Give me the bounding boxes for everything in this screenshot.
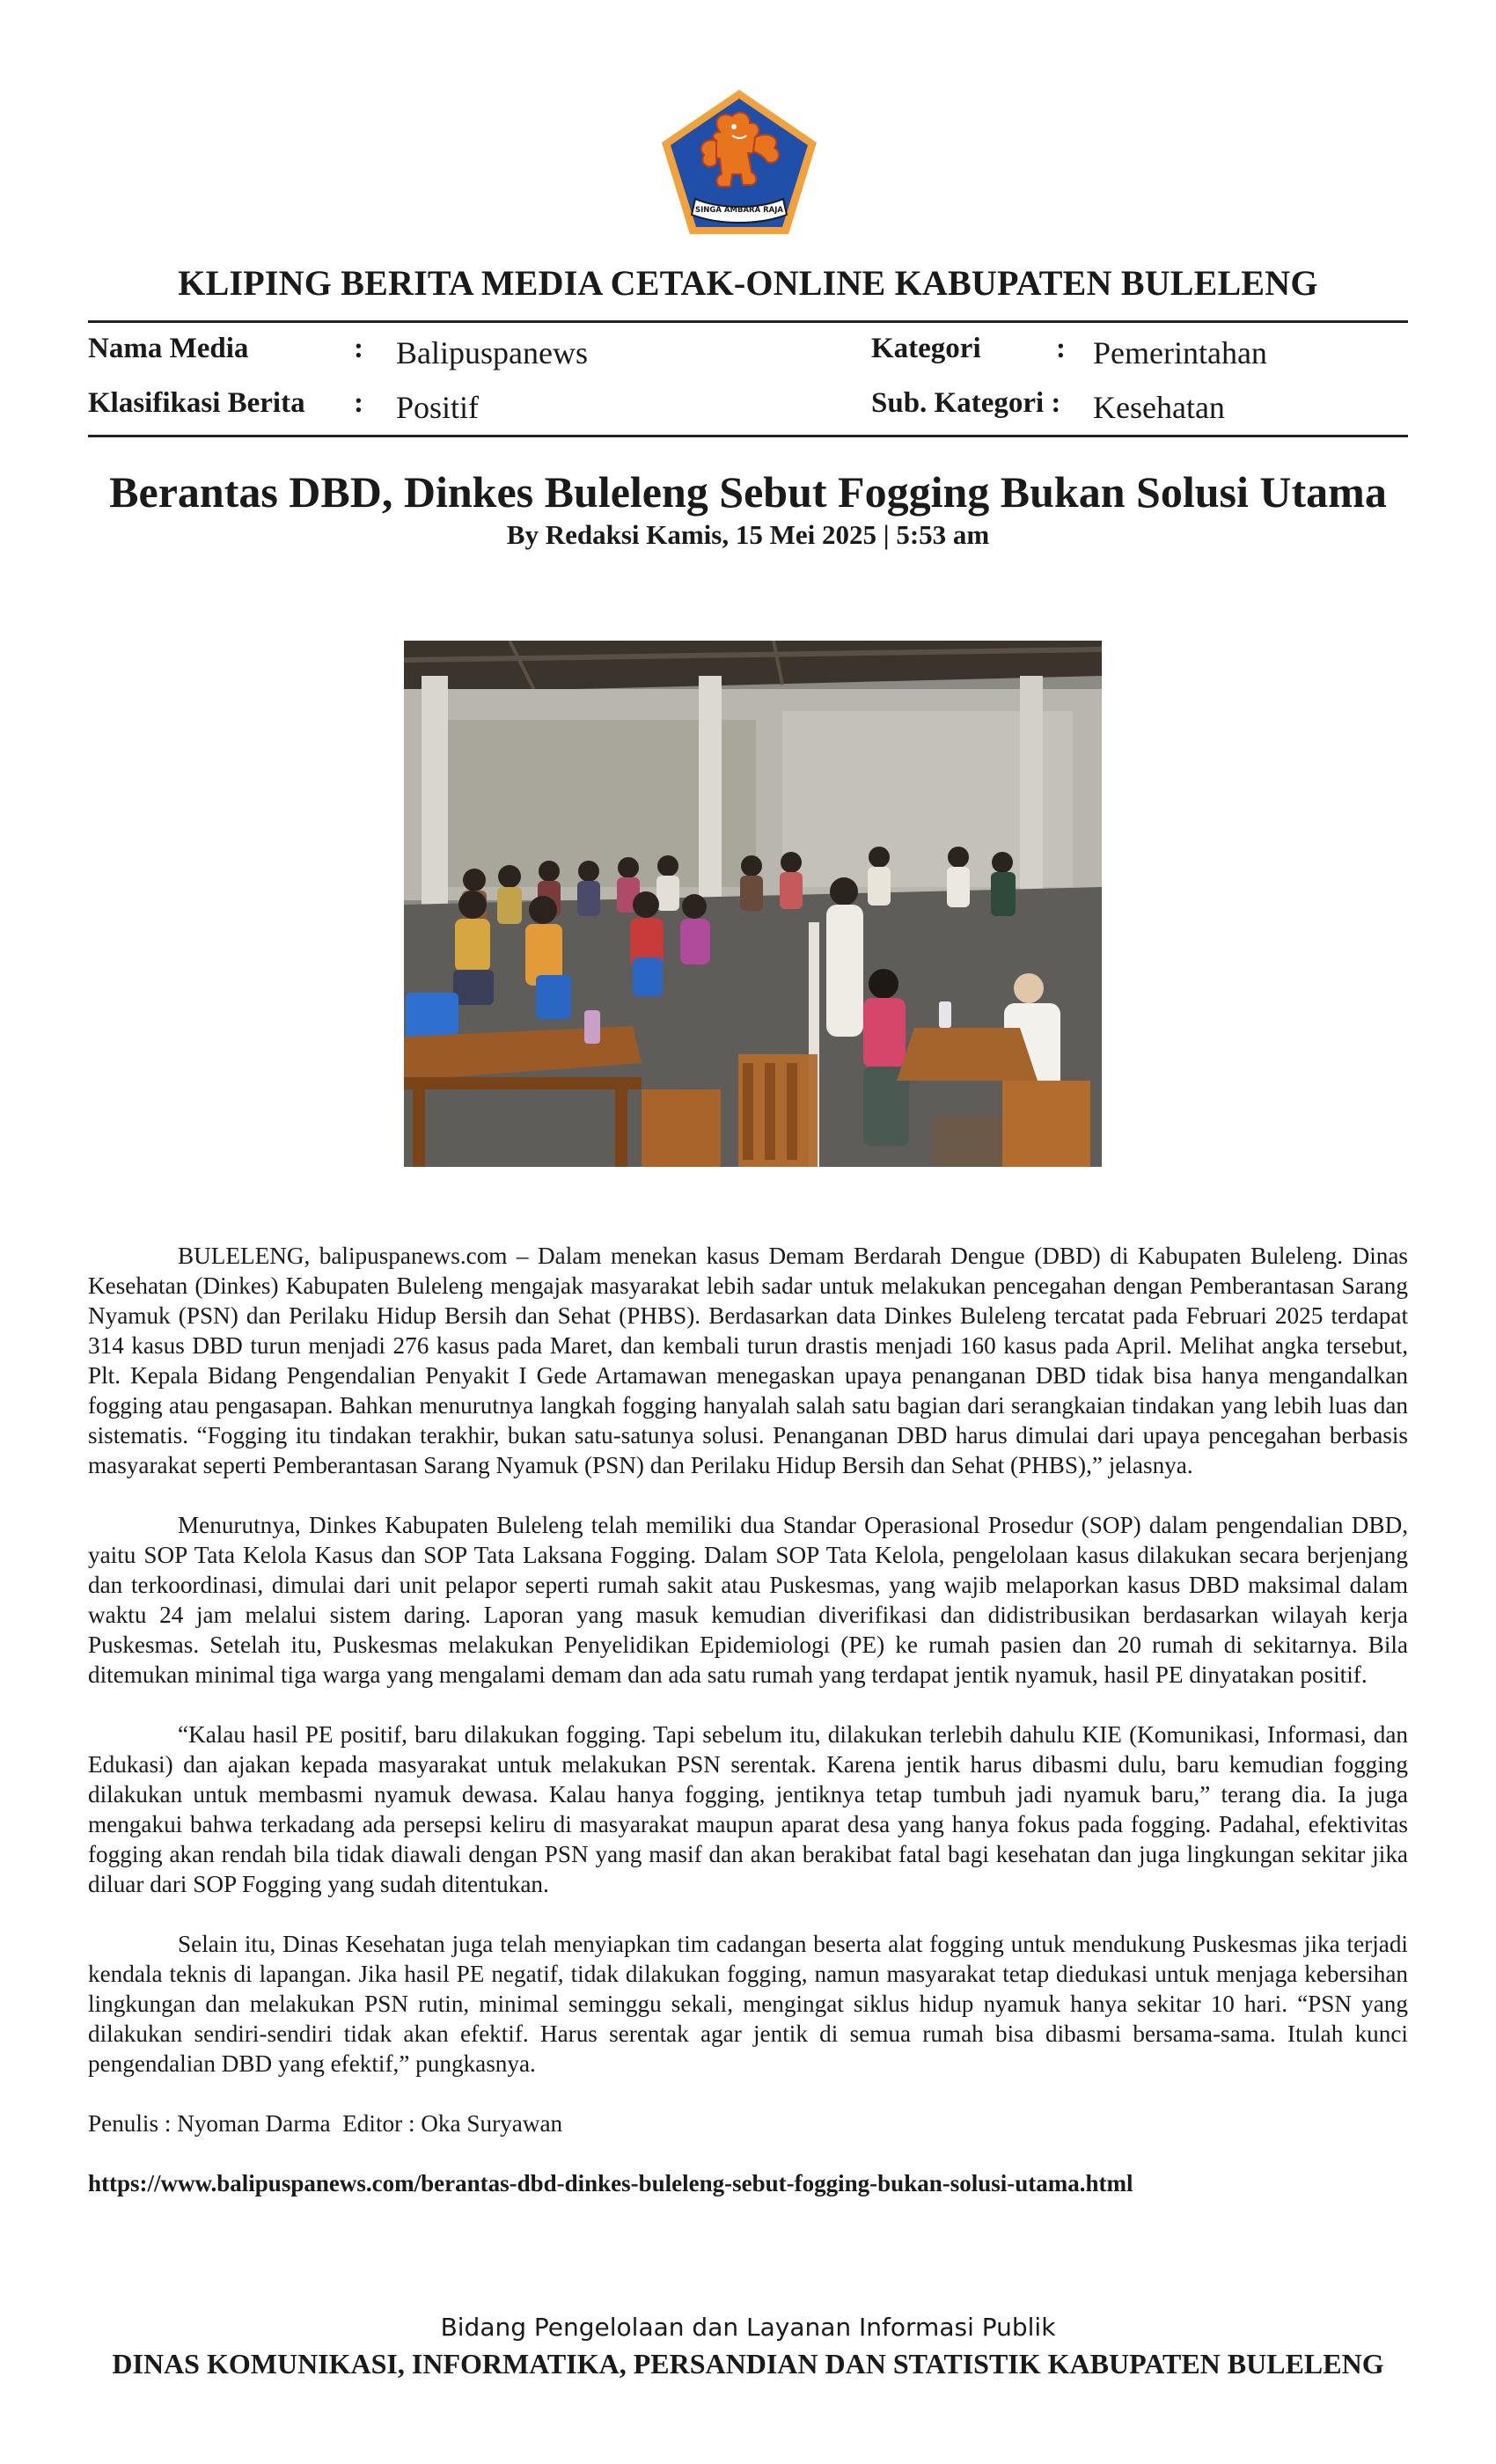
buleleng-emblem [658, 86, 820, 238]
article-source-url[interactable]: https://www.balipuspanews.com/berantas-dbd-dinkes-buleleng-sebut-fogging-bukan-solusi-utama.html [88, 2170, 1133, 2196]
kategori-colon: : [1056, 333, 1066, 364]
article-byline: By Redaksi Kamis, 15 Mei 2025 | 5:53 am [506, 519, 990, 550]
media-colon: : [354, 333, 363, 364]
clipping-header-title: KLIPING BERITA MEDIA CETAK-ONLINE KABUPATEN BULELENG [178, 263, 1318, 303]
emblem-motto: SINGA AMBARA RAJA [695, 206, 783, 215]
klasifikasi-colon: : [354, 387, 363, 419]
article-credits: Penulis : Nyoman Darma Editor : Oka Suryawan [88, 2110, 563, 2137]
subkategori-label: Sub. Kategori : [871, 387, 1061, 419]
article-paragraph: “Kalau hasil PE positif, baru dilakukan fogging. Tapi sebelum itu, dilakukan terlebih dahulu KIE (Komunikasi, Informasi, dan Edukasi) dan ajakan kepada masyarakat untuk melakukan PSN serentak. Karena jentik harus dibasmi dulu, baru kemudian fogging dilakukan untuk membasmi nyamuk dewasa. Kalau hanya fogging, jentiknya tetap tumbuh jadi nyamuk baru,” terang dia. Ia juga mengakui bahwa terkadang ada persepsi keliru di masyarakat maupun aparat desa yang hanya fokus pada fogging. Padahal, efektivitas fogging akan rendah bila tidak diawali dengan PSN yang masif dan akan berakibat fatal bagi kesehatan dan juga lingkungan sekitar jika diluar dari SOP Fogging yang sudah ditentukan. [88, 1721, 1408, 1897]
footer-division: Bidang Pengelolaan dan Layanan Informasi Publik [440, 2313, 1056, 2342]
media-label: Nama Media [88, 333, 249, 364]
article-body [88, 1241, 1408, 2228]
klasifikasi-label: Klasifikasi Berita [88, 387, 305, 419]
article-paragraph: Selain itu, Dinas Kesehatan juga telah menyiapkan tim cadangan beserta alat fogging untuk mendukung Puskesmas jika terjadi kendala teknis di lapangan. Jika hasil PE negatif, tidak dilakukan fogging, namun masyarakat tetap diedukasi untuk menjaga kebersihan lingkungan dan melakukan PSN rutin, minimal seminggu sekali, mengingat siklus hidup nyamuk hanya sekitar 10 hari. “PSN yang dilakukan sendiri-sendiri tidak akan efektif. Harus serentak agar jentik di semua rumah bisa dibasmi bersama-sama. Itulah kunci pengendalian DBD yang efektif,” pungkasnya. [88, 1931, 1408, 2077]
article-paragraph: Menurutnya, Dinkes Kabupaten Buleleng telah memiliki dua Standar Operasional Prosedur (SOP) dalam pengendalian DBD, yaitu SOP Tata Kelola Kasus dan SOP Tata Laksana Fogging. Dalam SOP Tata Kelola, pengelolaan kasus dilakukan secara berjenjang dan terkoordinasi, dimulai dari unit pelapor seperti rumah sakit atau Puskesmas, yang wajib melaporkan kasus DBD maksimal dalam waktu 24 jam melalui sistem daring. Laporan yang masuk kemudian diverifikasi dan didistribusikan berdasarkan wilayah kerja Puskesmas. Setelah itu, Puskesmas melakukan Penyelidikan Epidemiologi (PE) ke rumah pasien dan 20 rumah di sekitarnya. Bila ditemukan minimal tiga warga yang mengalami demam dan ada satu rumah yang terdapat jentik nyamuk, hasil PE dinyatakan positif. [88, 1512, 1408, 1688]
header-divider-bottom [88, 435, 1408, 437]
article-paragraph: BULELENG, balipuspanews.com – Dalam menekan kasus Demam Berdarah Dengue (DBD) di Kabupaten Buleleng. Dinas Kesehatan (Dinkes) Kabupaten Buleleng mengajak masyarakat lebih sadar untuk melakukan pencegahan dengan Pemberantasan Sarang Nyamuk (PSN) dan Perilaku Hidup Bersih dan Sehat (PHBS). Berdasarkan data Dinkes Buleleng tercatat pada Februari 2025 terdapat 314 kasus DBD turun menjadi 276 kasus pada Maret, dan kembali turun drastis menjadi 160 kasus pada April. Melihat angka tersebut, Plt. Kepala Bidang Pengendalian Penyakit I Gede Artamawan menegaskan upaya penanganan DBD tidak bisa hanya mengandalkan fogging atau pengasapan. Bahkan menurutnya langkah fogging hanyalah salah satu bagian dari serangkaian tindakan yang lebih luas dan sistematis. “Fogging itu tindakan terakhir, bukan satu-satunya solusi. Penanganan DBD harus dimulai dari upaya pencegahan berbasis masyarakat seperti Pemberantasan Sarang Nyamuk (PSN) dan Perilaku Hidup Bersih dan Sehat (PHBS),” jelasnya. [88, 1243, 1408, 1478]
header-divider-top [88, 320, 1408, 323]
kategori-label: Kategori [871, 333, 981, 364]
media-value: Balipuspanews [396, 335, 588, 370]
footer-department: DINAS KOMUNIKASI, INFORMATIKA, PERSANDIAN DAN STATISTIK KABUPATEN BULELENG [112, 2348, 1384, 2380]
article-photo [404, 641, 1102, 1167]
kategori-value: Pemerintahan [1093, 335, 1267, 370]
subkategori-value: Kesehatan [1093, 390, 1225, 425]
klasifikasi-value: Positif [396, 390, 480, 425]
article-headline: Berantas DBD, Dinkes Buleleng Sebut Fogging Bukan Solusi Utama [109, 467, 1387, 517]
